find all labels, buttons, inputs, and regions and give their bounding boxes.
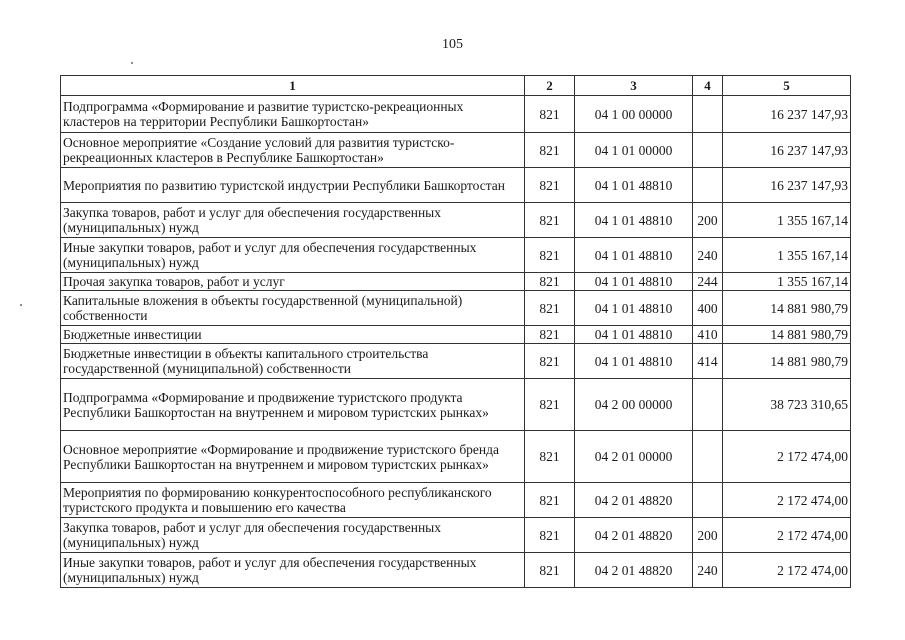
ministry-code-cell: 821: [525, 553, 575, 588]
table-row: [61, 518, 851, 553]
target-article-cell: 04 2 01 48820: [575, 553, 693, 588]
amount-cell: 1 355 167,14: [723, 203, 851, 238]
expense-type-cell: 410: [693, 326, 723, 344]
page-number: 105: [442, 37, 463, 52]
target-article-cell: 04 1 00 00000: [575, 96, 693, 133]
row-name-cell: Иные закупки товаров, работ и услуг для обеспечения государственных (муниципальных) нужд: [61, 238, 525, 273]
expense-type-cell: 400: [693, 291, 723, 326]
amount-cell: 38 723 310,65: [723, 379, 851, 431]
ministry-code-cell: 821: [525, 291, 575, 326]
ministry-code-cell: 821: [525, 273, 575, 291]
expense-type-cell: [693, 168, 723, 203]
ministry-code-cell: 821: [525, 326, 575, 344]
table-row: [61, 483, 851, 518]
amount-cell: 1 355 167,14: [723, 238, 851, 273]
amount-cell: 14 881 980,79: [723, 291, 851, 326]
amount-cell: 14 881 980,79: [723, 326, 851, 344]
target-article-cell: 04 1 01 48810: [575, 238, 693, 273]
row-name-cell: Капитальные вложения в объекты государственной (муниципальной) собственности: [61, 291, 525, 326]
row-name-cell: Закупка товаров, работ и услуг для обеспечения государственных (муниципальных) нужд: [61, 518, 525, 553]
table-row: [61, 326, 851, 344]
column-header: 3: [575, 76, 693, 96]
target-article-cell: 04 2 01 48820: [575, 483, 693, 518]
target-article-cell: 04 2 01 00000: [575, 431, 693, 483]
row-name-cell: Подпрограмма «Формирование и продвижение туристского продукта Республики Башкортостан на внутреннем и мировом туристских рынках»: [61, 379, 525, 431]
row-name-cell: Мероприятия по развитию туристской индустрии Республики Башкортостан: [61, 168, 525, 203]
ministry-code-cell: 821: [525, 238, 575, 273]
target-article-cell: 04 1 01 48810: [575, 168, 693, 203]
table-header-row: [61, 76, 851, 96]
ministry-code-cell: 821: [525, 203, 575, 238]
amount-cell: 16 237 147,93: [723, 96, 851, 133]
amount-cell: 2 172 474,00: [723, 553, 851, 588]
column-header: 4: [693, 76, 723, 96]
ministry-code-cell: 821: [525, 168, 575, 203]
table-row: [61, 96, 851, 133]
scan-speck: [20, 304, 22, 306]
row-name-cell: Закупка товаров, работ и услуг для обеспечения государственных (муниципальных) нужд: [61, 203, 525, 238]
row-name-cell: Иные закупки товаров, работ и услуг для обеспечения государственных (муниципальных) нужд: [61, 553, 525, 588]
table-row: [61, 379, 851, 431]
expense-type-cell: 244: [693, 273, 723, 291]
expense-type-cell: [693, 483, 723, 518]
ministry-code-cell: 821: [525, 344, 575, 379]
column-header: 1: [61, 76, 525, 96]
row-name-cell: Прочая закупка товаров, работ и услуг: [61, 273, 525, 291]
table-row: [61, 553, 851, 588]
amount-cell: 16 237 147,93: [723, 133, 851, 168]
expense-type-cell: [693, 133, 723, 168]
table-row: [61, 133, 851, 168]
amount-cell: 2 172 474,00: [723, 483, 851, 518]
target-article-cell: 04 1 01 48810: [575, 326, 693, 344]
row-name-cell: Бюджетные инвестиции в объекты капитального строительства государственной (муниципальной) собственности: [61, 344, 525, 379]
target-article-cell: 04 2 00 00000: [575, 379, 693, 431]
table-row: [61, 203, 851, 238]
row-name-cell: Бюджетные инвестиции: [61, 326, 525, 344]
expense-type-cell: 200: [693, 518, 723, 553]
target-article-cell: 04 1 01 48810: [575, 344, 693, 379]
column-header: 5: [723, 76, 851, 96]
table-row: [61, 431, 851, 483]
table-row: [61, 344, 851, 379]
scan-speck: [131, 62, 133, 64]
table-row: [61, 273, 851, 291]
expense-type-cell: [693, 379, 723, 431]
target-article-cell: 04 1 01 48810: [575, 203, 693, 238]
expense-type-cell: [693, 431, 723, 483]
expense-type-cell: 200: [693, 203, 723, 238]
ministry-code-cell: 821: [525, 431, 575, 483]
ministry-code-cell: 821: [525, 379, 575, 431]
ministry-code-cell: 821: [525, 518, 575, 553]
target-article-cell: 04 1 01 48810: [575, 273, 693, 291]
table-row: [61, 238, 851, 273]
amount-cell: 14 881 980,79: [723, 344, 851, 379]
column-header: 2: [525, 76, 575, 96]
ministry-code-cell: 821: [525, 483, 575, 518]
amount-cell: 2 172 474,00: [723, 518, 851, 553]
target-article-cell: 04 1 01 48810: [575, 291, 693, 326]
row-name-cell: Основное мероприятие «Формирование и продвижение туристского бренда Республики Башкортостан на внутреннем и мировом туристских рынках»: [61, 431, 525, 483]
ministry-code-cell: 821: [525, 133, 575, 168]
expense-type-cell: 240: [693, 238, 723, 273]
row-name-cell: Основное мероприятие «Создание условий для развития туристско-рекреационных кластеров в Республике Башкортостан»: [61, 133, 525, 168]
budget-table: [60, 75, 851, 588]
expense-type-cell: [693, 96, 723, 133]
table-row: [61, 168, 851, 203]
ministry-code-cell: 821: [525, 96, 575, 133]
amount-cell: 2 172 474,00: [723, 431, 851, 483]
row-name-cell: Подпрограмма «Формирование и развитие туристско-рекреационных кластеров на территории Республики Башкортостан»: [61, 96, 525, 133]
target-article-cell: 04 1 01 00000: [575, 133, 693, 168]
amount-cell: 1 355 167,14: [723, 273, 851, 291]
amount-cell: 16 237 147,93: [723, 168, 851, 203]
expense-type-cell: 240: [693, 553, 723, 588]
target-article-cell: 04 2 01 48820: [575, 518, 693, 553]
row-name-cell: Мероприятия по формированию конкурентоспособного республиканского туристского продукта и повышению его качества: [61, 483, 525, 518]
table-row: [61, 291, 851, 326]
expense-type-cell: 414: [693, 344, 723, 379]
